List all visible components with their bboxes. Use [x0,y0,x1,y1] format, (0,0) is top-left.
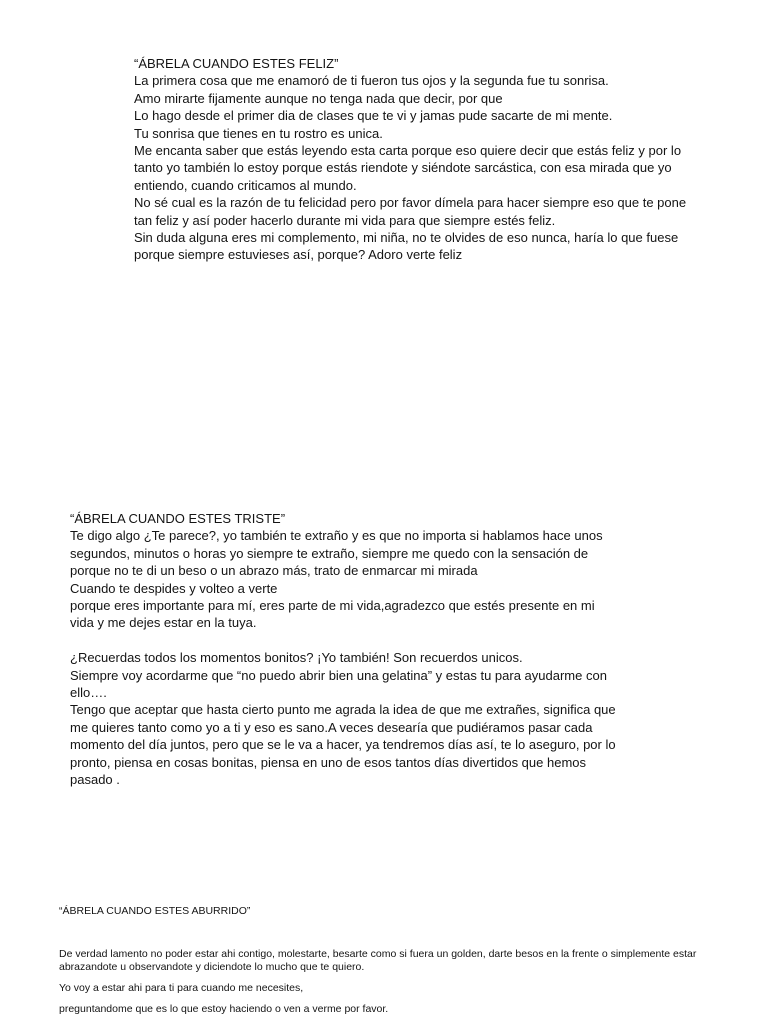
text-line: Sin duda alguna eres mi complemento, mi niña, no te olvides de eso nunca, haría lo que fuese [134,230,679,246]
text-line: vida y me dejes estar en la tuya. [70,615,257,631]
text-line: Tengo que aceptar que hasta cierto punto me agrada la idea de que me extrañes, significa que [70,702,616,718]
section-title-feliz: “ÁBRELA CUANDO ESTES FELIZ” [134,56,339,71]
text-line: Cuando te despides y volteo a verte [70,580,278,596]
text-line: porque siempre estuvieses así, porque? Adoro verte feliz [134,247,463,263]
text-line: Lo hago desde el primer dia de clases que te vi y jamas pude sacarte de mi mente. [134,108,613,124]
paragraph: Yo voy a estar ahi para ti para cuando me necesites, [59,982,304,994]
section-title-aburrido: “ÁBRELA CUANDO ESTES ABURRIDO” [59,905,251,917]
letter-section-aburrido-title [59,904,250,918]
text-line: entiendo, cuando criticamos al mundo. [134,177,357,193]
paragraph: De verdad lamento no poder estar ahi contigo, molestarte, besarte como si fuera un golden, darte besos en la frente o simplemente estar abrazandote u observandote y diciendote lo mucho que te quiero. [59,948,697,973]
text-line: me quieres tanto como yo a ti y eso es sano.A veces desearía que pudiéramos pasar cada [70,719,593,735]
section-title-triste: “ÁBRELA CUANDO ESTES TRISTE” [70,511,286,526]
letter-section-triste [70,510,616,788]
paragraph-gap [70,632,616,649]
text-line: pasado . [70,772,120,788]
letter-section-aburrido [59,948,719,1024]
text-line: La primera cosa que me enamoró de ti fueron tus ojos y la segunda fue tu sonrisa. [134,73,609,89]
text-line: Me encanta saber que estás leyendo esta carta porque eso quiere decir que estás feliz y por lo [134,143,682,159]
paragraph: preguntandome que es lo que estoy haciendo o ven a verme por favor. [59,1003,389,1015]
text-line: Siempre voy acordarme que “no puedo abrir bien una gelatina” y estas tu para ayudarme con [70,667,607,683]
text-line: momento del día juntos, pero que se le va a hacer, ya tendremos días así, te lo aseguro, por lo [70,737,616,753]
text-line: Tu sonrisa que tienes en tu rostro es unica. [134,125,383,141]
letter-section-feliz [134,55,686,264]
text-line: Amo mirarte fijamente aunque no tenga nada que decir, por que [134,90,503,106]
text-line: porque no te di un beso o un abrazo más, trato de enmarcar mi mirada [70,563,478,579]
text-line: porque eres importante para mí, eres parte de mi vida,agradezco que estés presente en mi [70,598,595,614]
text-line: ¿Recuerdas todos los momentos bonitos? ¡Yo también! Son recuerdos unicos. [70,650,523,666]
text-line: ello…. [70,685,107,701]
text-line: No sé cual es la razón de tu felicidad pero por favor dímela para hacer siempre eso que te pone [134,195,687,211]
text-line: tan feliz y así poder hacerlo durante mi vida para que siempre estés feliz. [134,212,556,228]
text-line: tanto yo también lo estoy porque estás riendote y siéndote sarcástica, con esa mirada que yo [134,160,672,176]
text-line: Te digo algo ¿Te parece?, yo también te extraño y es que no importa si hablamos hace unos [70,528,603,544]
text-line: segundos, minutos o horas yo siempre te extraño, siempre me quedo con la sensación de [70,545,589,561]
text-line: pronto, piensa en cosas bonitas, piensa en uno de esos tantos días divertidos que hemos [70,754,587,770]
